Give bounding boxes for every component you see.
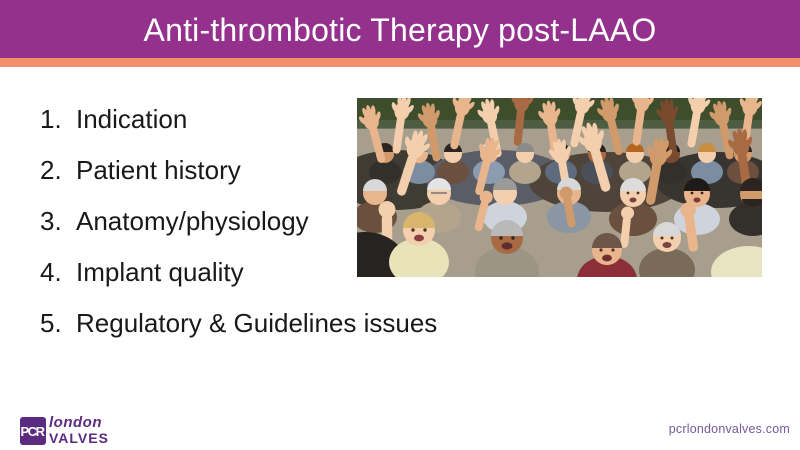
list-item-number: 2.: [40, 155, 62, 185]
list-item-number: 4.: [40, 257, 62, 287]
logo-text: [49, 415, 109, 445]
crowd-photo: [357, 98, 762, 277]
logo-valves-label: VALVES: [49, 430, 109, 446]
crowd-photo-illustration: [357, 98, 762, 277]
accent-bar: [0, 58, 800, 67]
pcr-logo-mark: [20, 417, 46, 445]
list-item-number: 5.: [40, 308, 62, 338]
logo-london-label: london: [49, 414, 102, 431]
pcr-london-valves-logo: [20, 415, 109, 445]
list-item-label: Patient history: [76, 155, 241, 185]
list-item-label: Regulatory & Guidelines issues: [76, 308, 438, 338]
list-item-number: 1.: [40, 104, 62, 134]
list-item-label: Anatomy/physiology: [76, 206, 309, 236]
website-url: pcrlondonvalves.com: [668, 422, 790, 436]
slide-title-band: [0, 0, 800, 58]
pcr-logo-monogram: PCR: [20, 423, 44, 439]
list-item-label: Indication: [76, 104, 188, 134]
slide-title: Anti-thrombotic Therapy post-LAAO: [143, 11, 657, 48]
list-item-number: 3.: [40, 206, 62, 236]
list-item: [40, 308, 520, 339]
list-item-label: Implant quality: [76, 257, 244, 287]
